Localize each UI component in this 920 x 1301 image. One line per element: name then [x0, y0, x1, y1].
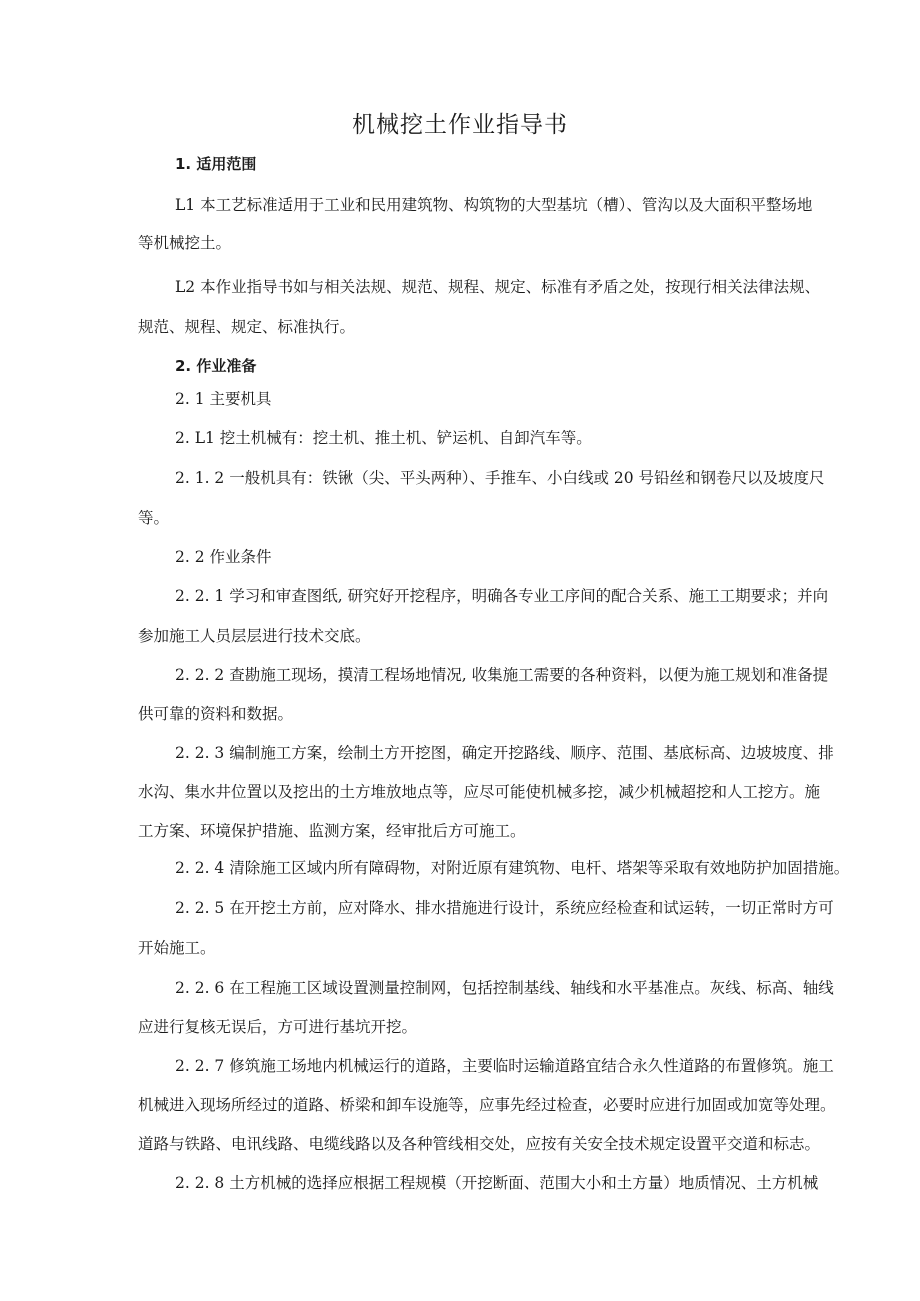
paragraph-line: 2. 2. 5 在开挖土方前，应对降水、排水措施进行设计，系统应经检查和试运转，一切正常时方可	[175, 899, 834, 917]
paragraph-line: 供可靠的资料和数据。	[138, 705, 294, 723]
paragraph-line: 2. 2. 1 学习和审查图纸, 研究好开挖程序，明确各专业工序间的配合关系、施工工期要求；并向	[175, 587, 829, 605]
paragraph-line: 工方案、环境保护措施、监测方案，经审批后方可施工。	[138, 822, 526, 840]
section-heading-preparation: 2. 作业准备	[175, 357, 257, 375]
paragraph-line: 2. 2. 6 在工程施工区域设置测量控制网，包括控制基线、轴线和水平基准点。灰线、标高、轴线	[175, 979, 834, 997]
paragraph-line: 机械进入现场所经过的道路、桥梁和卸车设施等，应事先经过检查，必要时应进行加固或加宽等处理。	[138, 1096, 836, 1114]
paragraph-line: 道路与铁路、电讯线路、电缆线路以及各种管线相交处，应按有关安全技术规定设置平交道和标志。	[138, 1135, 821, 1153]
paragraph-line: 应进行复核无误后，方可进行基坑开挖。	[138, 1018, 418, 1036]
paragraph-line: 2. 1. 2 一般机具有：铁锹（尖、平头两种）、手推车、小白线或 20 号铅丝和钢卷尺以及坡度尺	[175, 469, 825, 487]
paragraph-line: 2. 2 作业条件	[175, 548, 272, 566]
paragraph-line: 规范、规程、规定、标准执行。	[138, 318, 356, 336]
section-heading-scope: 1. 适用范围	[175, 155, 257, 173]
paragraph-line: 等。	[138, 509, 170, 527]
paragraph-line: 开始施工。	[138, 939, 216, 957]
paragraph-line: L1 本工艺标准适用于工业和民用建筑物、构筑物的大型基坑（槽）、管沟以及大面积平整场地	[175, 196, 813, 214]
paragraph-line: L2 本作业指导书如与相关法规、规范、规程、规定、标准有矛盾之处，按现行相关法律法规、	[175, 278, 821, 296]
paragraph-line: 2. 2. 8 土方机械的选择应根据工程规模（开挖断面、范围大小和土方量）地质情况、土方机械	[175, 1174, 819, 1192]
paragraph-line: 2. 2. 2 查勘施工现场，摸清工程场地情况, 收集施工需要的各种资料，以便为施工规划和准备提	[175, 666, 829, 684]
paragraph-line: 等机械挖土。	[138, 234, 232, 252]
paragraph-line: 2. 1 主要机具	[175, 390, 272, 408]
paragraph-line: 2. 2. 7 修筑施工场地内机械运行的道路，主要临时运输道路宜结合永久性道路的布置修筑。施工	[175, 1057, 834, 1075]
paragraph-line: 参加施工人员层层进行技术交底。	[138, 627, 371, 645]
paragraph-line: 2. 2. 3 编制施工方案，绘制土方开挖图，确定开挖路线、顺序、范围、基底标高、边坡坡度、排	[175, 744, 834, 762]
document-title: 机械挖土作业指导书	[352, 112, 568, 138]
paragraph-line: 2. L1 挖土机械有：挖土机、推土机、铲运机、自卸汽车等。	[175, 429, 592, 447]
paragraph-line: 水沟、集水井位置以及挖出的土方堆放地点等，应尽可能使机械多挖，减少机械超挖和人工挖方。施	[138, 783, 821, 801]
paragraph-line: 2. 2. 4 清除施工区域内所有障碍物，对附近原有建筑物、电杆、塔架等采取有效地防护加固措施。	[175, 859, 850, 877]
